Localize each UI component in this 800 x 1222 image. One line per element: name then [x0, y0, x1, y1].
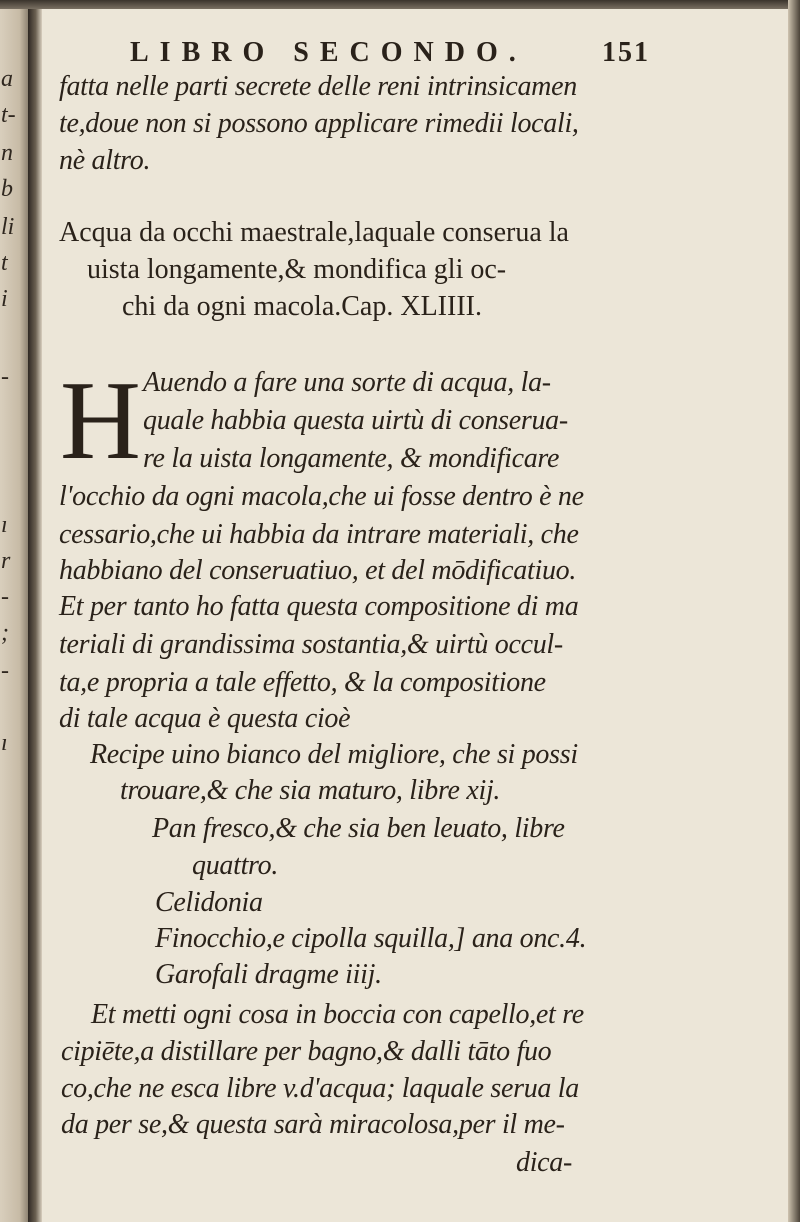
para-line-9: ta,e propria a tale effetto, & la compositione	[59, 667, 546, 698]
prev-para-line-1: fatta nelle parti secrete delle reni intrinsicamen	[59, 71, 577, 102]
para-line-3: re la uista longamente, & mondificare	[143, 443, 560, 474]
para-line-8: teriali di grandissima sostantia,& uirtù occul-	[59, 629, 563, 660]
para-line-1: Auendo a fare una sorte di acqua, la-	[143, 367, 551, 398]
prev-page-fragment: -	[1, 364, 9, 390]
page-right-shadow	[788, 0, 800, 1222]
para-line-5: cessario,che ui habbia da intrare materiali, che	[59, 519, 579, 550]
prev-para-line-3: nè altro.	[59, 145, 151, 176]
prev-page-fragment: -	[1, 658, 9, 684]
closing-line-2: cipiēte,a distillare per bagno,& dalli tāto fuo	[61, 1036, 552, 1067]
page	[42, 9, 788, 1222]
recipe-line-7: Garofali dragme iiij.	[155, 959, 382, 990]
prev-page-fragment: ı	[1, 730, 8, 756]
prev-page-fragment: r	[1, 548, 11, 574]
para-line-4: l'occhio da ogni macola,che ui fosse dentro è ne	[59, 481, 584, 512]
drop-cap-letter: H	[60, 359, 141, 483]
book-gutter	[28, 9, 42, 1222]
recipe-line-3: Pan fresco,& che sia ben leuato, libre	[152, 813, 565, 844]
chapter-heading-line-1: Acqua da occhi maestrale,laquale conserua la	[59, 217, 569, 248]
recipe-line-1: Recipe uino bianco del migliore, che si possi	[90, 739, 578, 770]
prev-page-fragment: ;	[1, 620, 9, 646]
recipe-line-4: quattro.	[192, 850, 279, 881]
para-line-2: quale habbia questa uirtù di conserua-	[143, 405, 568, 436]
running-head: LIBRO SECONDO.	[130, 37, 527, 68]
page-top-shadow	[0, 0, 800, 9]
para-line-10: di tale acqua è questa cioè	[59, 703, 351, 734]
prev-page-fragment: n	[1, 140, 13, 166]
previous-page-edge	[0, 9, 28, 1222]
prev-page-fragment: t	[1, 250, 8, 276]
closing-line-4: da per se,& questa sarà miracolosa,per il me-	[61, 1109, 565, 1140]
chapter-heading-line-3: chi da ogni macola.Cap. XLIIII.	[122, 291, 482, 322]
prev-page-fragment: ı	[1, 512, 8, 538]
prev-page-fragment: a	[1, 66, 13, 92]
prev-page-fragment: b	[1, 176, 13, 202]
catchword: dica-	[516, 1147, 573, 1178]
prev-para-line-2: te,doue non si possono applicare rimedii locali,	[59, 108, 579, 139]
prev-page-fragment: li	[1, 214, 15, 240]
prev-page-fragment: i	[1, 286, 8, 312]
closing-line-1: Et metti ogni cosa in boccia con capello,et re	[91, 999, 584, 1030]
recipe-line-6: Finocchio,e cipolla squilla,] ana onc.4.	[155, 923, 587, 954]
chapter-heading-line-2: uista longamente,& mondifica gli oc-	[87, 254, 507, 285]
page-number: 151	[602, 37, 650, 68]
recipe-line-5: Celidonia	[155, 887, 263, 918]
recipe-line-2: trouare,& che sia maturo, libre xij.	[120, 775, 501, 806]
closing-line-3: co,che ne esca libre v.d'acqua; laquale serua la	[61, 1073, 579, 1104]
para-line-7: Et per tanto ho fatta questa compositione di ma	[59, 591, 579, 622]
para-line-6: habbiano del conseruatiuo, et del mōdificatiuo.	[59, 555, 577, 586]
prev-page-fragment: t-	[1, 102, 16, 128]
prev-page-fragment: -	[1, 584, 9, 610]
